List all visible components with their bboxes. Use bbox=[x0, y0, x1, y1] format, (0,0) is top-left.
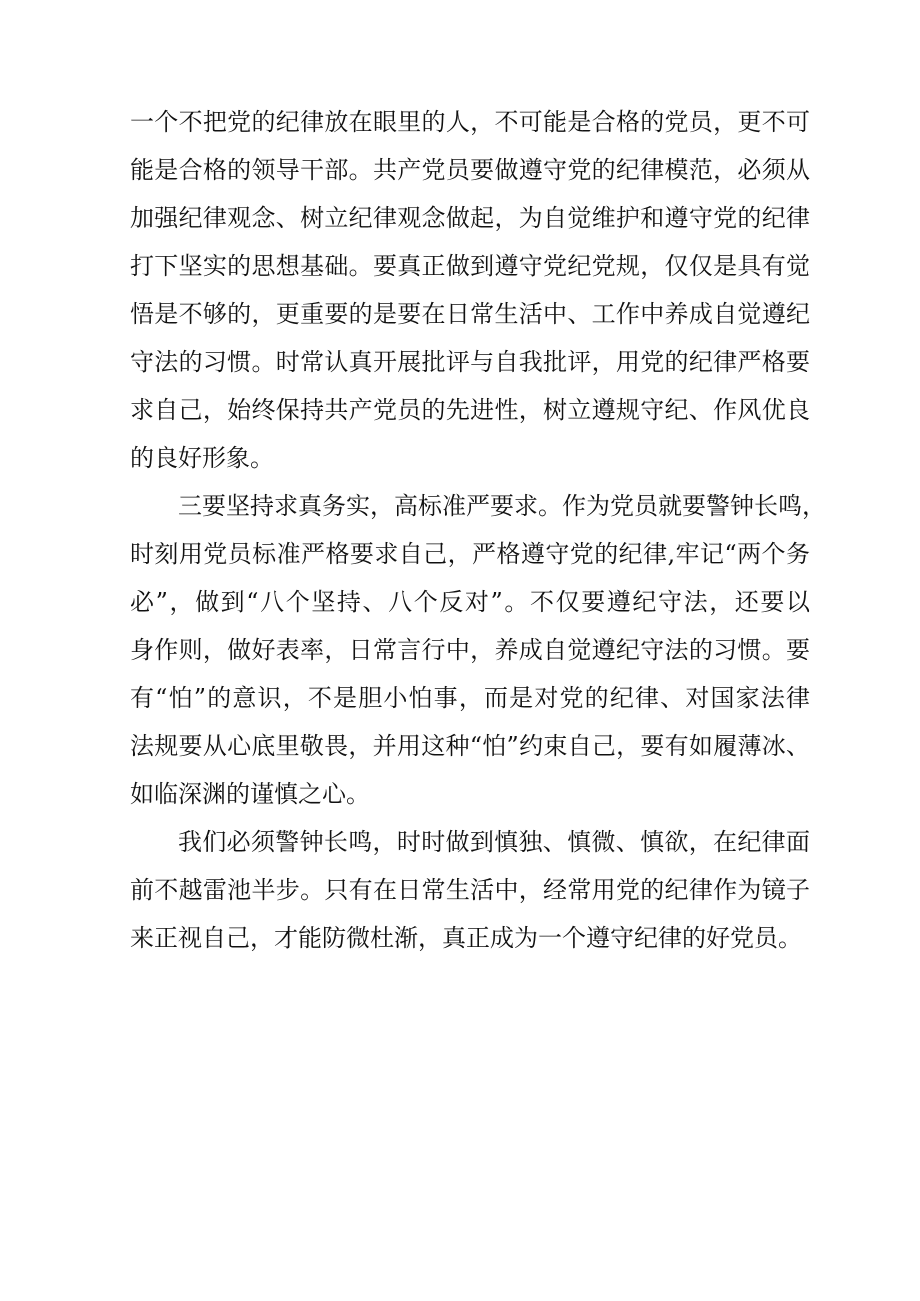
text-line: 悟是不够的，更重要的是要在日常生活中、工作中养成自觉遵纪 bbox=[130, 300, 810, 328]
paragraph-1 bbox=[130, 98, 810, 482]
text-line: 打下坚实的思想基础。要真正做到遵守党纪党规，仅仅是具有觉 bbox=[130, 252, 810, 280]
text-line: 加强纪律观念、树立纪律观念做起，为自觉维护和遵守党的纪律 bbox=[130, 204, 810, 232]
paragraph-3 bbox=[130, 818, 810, 962]
text-line: 求自己，始终保持共产党员的先进性，树立遵规守纪、作风优良 bbox=[130, 396, 810, 424]
text-line: 必”，做到“八个坚持、八个反对”。不仅要遵纪守法，还要以 bbox=[130, 588, 810, 616]
text-line: 身作则，做好表率，日常言行中，养成自觉遵纪守法的习惯。要 bbox=[130, 636, 810, 664]
text-line: 前不越雷池半步。只有在日常生活中，经常用党的纪律作为镜子 bbox=[130, 876, 810, 904]
paragraph-2 bbox=[130, 482, 826, 818]
text-line: 守法的习惯。时常认真开展批评与自我批评，用党的纪律严格要 bbox=[130, 348, 810, 376]
text-line: 法规要从心底里敬畏，并用这种“怕”约束自己，要有如履薄冰、 bbox=[130, 732, 810, 760]
text-line: 时刻用党员标准严格要求自己，严格遵守党的纪律,牢记“两个务 bbox=[130, 540, 810, 568]
text-line: 三要坚持求真务实，高标准严要求。作为党员就要警钟长鸣， bbox=[178, 492, 826, 520]
text-line: 有“怕”的意识，不是胆小怕事，而是对党的纪律、对国家法律 bbox=[130, 684, 810, 712]
text-line: 如临深渊的谨慎之心。 bbox=[130, 780, 370, 808]
text-line: 一个不把党的纪律放在眼里的人，不可能是合格的党员，更不可 bbox=[130, 108, 810, 136]
text-line: 能是合格的领导干部。共产党员要做遵守党的纪律模范，必须从 bbox=[130, 156, 810, 184]
text-line: 来正视自己，才能防微杜渐，真正成为一个遵守纪律的好党员。 bbox=[130, 924, 802, 952]
text-line: 我们必须警钟长鸣，时时做到慎独、慎微、慎欲，在纪律面 bbox=[178, 828, 810, 856]
text-line: 的良好形象。 bbox=[130, 444, 274, 472]
document-body bbox=[130, 98, 826, 962]
